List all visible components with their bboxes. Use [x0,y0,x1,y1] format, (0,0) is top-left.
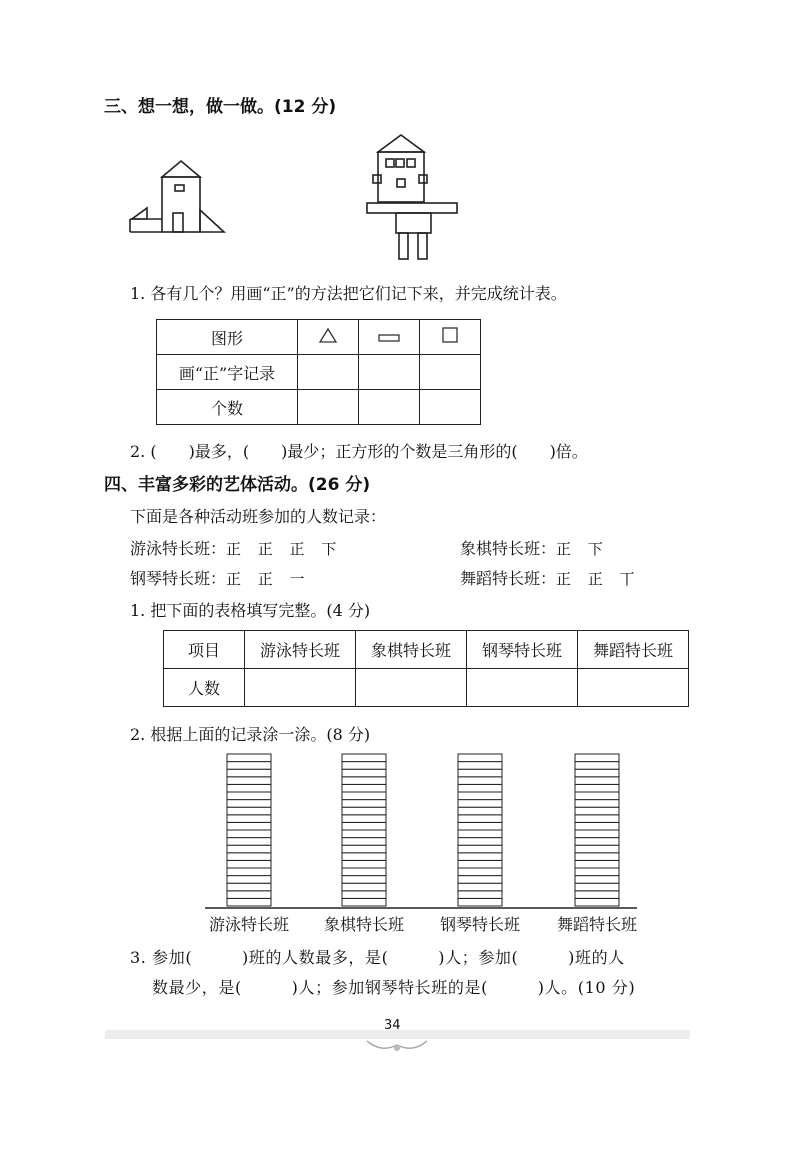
triangle-icon [319,327,337,343]
record-piano [130,566,311,589]
bar-cell[interactable] [575,868,619,876]
bar-column[interactable] [227,754,271,906]
bar-cell[interactable] [227,830,271,838]
table-row-label: 人数 [164,669,245,707]
bar-cell[interactable] [575,784,619,792]
robot-eye-left [386,159,394,167]
bar-cell[interactable] [342,800,386,808]
robot-ear-right [419,175,427,183]
tally-marks: 正 下 [556,540,609,558]
bar-cell[interactable] [458,876,502,884]
bar-cell[interactable] [227,860,271,868]
bar-cell[interactable] [342,792,386,800]
answer-cell[interactable] [420,355,481,390]
bar-cell[interactable] [458,769,502,777]
answer-cell[interactable] [245,669,356,707]
record-swimming [130,536,342,559]
rectangle-header-cell [359,320,420,355]
bar-cell[interactable] [342,822,386,830]
robot-leg-left [399,233,408,259]
bar-cell[interactable] [342,845,386,853]
answer-cell[interactable] [356,669,467,707]
bar-column[interactable] [342,754,386,906]
bar-cell[interactable] [342,830,386,838]
bar-cell[interactable] [575,898,619,906]
record-chess [460,536,609,559]
record-label: 象棋特长班： [460,539,557,558]
robot-figure [367,135,457,259]
rectangle-icon [378,333,400,343]
bar-cell[interactable] [458,807,502,815]
shape-count-table [156,319,481,425]
bar-cell[interactable] [342,876,386,884]
section4-q1: 1. 把下面的表格填写完整。(4 分) [130,601,371,620]
table-row-label: 个数 [157,390,298,425]
house-figure [130,161,224,232]
bar-cell[interactable] [458,845,502,853]
bar-cell[interactable] [458,792,502,800]
bar-cell[interactable] [342,868,386,876]
table-row-label: 画“正”字记录 [157,355,298,390]
bar-cell[interactable] [575,815,619,823]
category-label: 游泳特长班 [208,915,290,934]
bar-cell[interactable] [575,762,619,770]
bar-cell[interactable] [227,845,271,853]
bar-cell[interactable] [227,891,271,899]
bar-cell[interactable] [575,800,619,808]
house-window-rect [175,185,184,191]
bar-cell[interactable] [458,777,502,785]
bar-cell[interactable] [458,800,502,808]
bar-cell[interactable] [227,784,271,792]
coloring-bar-chart [195,748,655,938]
category-label: 舞蹈特长班 [556,915,638,934]
square-icon [442,327,458,343]
answer-cell[interactable] [359,355,420,390]
bar-cell[interactable] [227,838,271,846]
bar-cell[interactable] [342,777,386,785]
bar-cell[interactable] [227,853,271,861]
robot-leg-right [418,233,427,259]
answer-cell[interactable] [420,390,481,425]
category-label: 钢琴特长班 [439,915,521,934]
bar-cell[interactable] [342,898,386,906]
answer-cell[interactable] [578,669,689,707]
robot-arms-rect [367,203,457,213]
section3-q2: 2. ( )最多，( )最少；正方形的个数是三角形的( )倍。 [130,442,588,461]
club-count-table [163,630,689,707]
bar-cell[interactable] [227,807,271,815]
bar-cell[interactable] [575,777,619,785]
answer-cell[interactable] [298,355,359,390]
bar-cell[interactable] [227,876,271,884]
section4-q3-line2: 数最少，是( )人；参加钢琴特长班的是( )人。(10 分) [152,978,636,997]
answer-cell[interactable] [359,390,420,425]
table-header-cell: 钢琴特长班 [467,631,578,669]
triangle-header-cell [298,320,359,355]
bar-cell[interactable] [575,876,619,884]
table-header-cell: 舞蹈特长班 [578,631,689,669]
section3-heading: 三、想一想，做一做。(12 分) [104,97,337,117]
record-label: 游泳特长班： [130,539,227,558]
bar-cell[interactable] [458,830,502,838]
bar-cell[interactable] [575,830,619,838]
bar-cell[interactable] [458,883,502,891]
bar-column[interactable] [575,754,619,906]
table-header-cell: 象棋特长班 [356,631,467,669]
category-label: 象棋特长班 [323,915,405,934]
bar-cell[interactable] [458,860,502,868]
bar-cell[interactable] [227,898,271,906]
bar-cell[interactable] [342,838,386,846]
bar-column[interactable] [458,754,502,906]
bar-cell[interactable] [575,769,619,777]
bar-cell[interactable] [458,853,502,861]
bar-cell[interactable] [342,784,386,792]
bar-cell[interactable] [342,860,386,868]
house-door-rect [173,213,183,232]
bar-cell[interactable] [575,754,619,762]
bar-cell[interactable] [227,815,271,823]
bar-cell[interactable] [227,883,271,891]
bar-cell[interactable] [342,883,386,891]
bar-cell[interactable] [342,754,386,762]
bar-cell[interactable] [575,860,619,868]
bar-cell[interactable] [458,815,502,823]
answer-cell[interactable] [298,390,359,425]
robot-eye-center [396,159,404,167]
bar-cell[interactable] [342,769,386,777]
section4-q2: 2. 根据上面的记录涂一涂。(8 分) [130,725,371,744]
bar-cell[interactable] [227,754,271,762]
bar-cell[interactable] [458,838,502,846]
bar-cell[interactable] [342,762,386,770]
bar-cell[interactable] [458,762,502,770]
house-right-triangle [200,210,224,232]
tally-marks: 正 正 一 [226,570,311,588]
page-number: 34 [384,1018,401,1033]
robot-hat-triangle [378,135,424,152]
bar-cell[interactable] [342,807,386,815]
bar-cell[interactable] [227,792,271,800]
bar-cell[interactable] [227,822,271,830]
record-label: 舞蹈特长班： [460,569,557,588]
robot-body-square [396,213,431,233]
shape-figures [120,125,480,265]
house-left-flag-triangle [132,208,147,219]
bar-cell[interactable] [227,769,271,777]
square-header-cell [420,320,481,355]
bar-cell[interactable] [458,754,502,762]
bar-cell[interactable] [342,815,386,823]
bar-cell[interactable] [575,853,619,861]
bar-cell[interactable] [575,792,619,800]
footer-star-icon [394,1045,400,1051]
section4-heading: 四、丰富多彩的艺体活动。(26 分) [104,475,371,495]
bar-cell[interactable] [227,777,271,785]
house-roof-triangle [162,161,200,177]
table-row-label: 图形 [157,320,298,355]
bar-cell[interactable] [342,891,386,899]
bar-cell[interactable] [458,898,502,906]
bar-cell[interactable] [575,822,619,830]
bar-cell[interactable] [575,838,619,846]
bar-cell[interactable] [342,853,386,861]
answer-cell[interactable] [467,669,578,707]
section3-q1: 1. 各有几个？用画“正”的方法把它们记下来，并完成统计表。 [130,284,567,303]
robot-nose [397,179,405,187]
bar-cell[interactable] [458,868,502,876]
bar-cell[interactable] [227,868,271,876]
bar-cell[interactable] [575,883,619,891]
bar-cell[interactable] [575,891,619,899]
record-dance [460,566,641,589]
bar-cell[interactable] [458,891,502,899]
section4-q3-line1: 3. 参加( )班的人数最多，是( )人；参加( )班的人 [130,948,625,967]
section4-intro: 下面是各种活动班参加的人数记录： [130,507,387,526]
bar-cell[interactable] [575,807,619,815]
tally-marks: 正 正 正 下 [226,540,343,558]
bar-cell[interactable] [227,762,271,770]
bar-cell[interactable] [227,800,271,808]
robot-eye-right [407,159,415,167]
record-label: 钢琴特长班： [130,569,227,588]
robot-ear-left [373,175,381,183]
table-header-cell: 项目 [164,631,245,669]
table-header-cell: 游泳特长班 [245,631,356,669]
bar-cell[interactable] [458,822,502,830]
bar-cell[interactable] [575,845,619,853]
tally-marks: 正 正 丅 [556,570,641,588]
bar-cell[interactable] [458,784,502,792]
